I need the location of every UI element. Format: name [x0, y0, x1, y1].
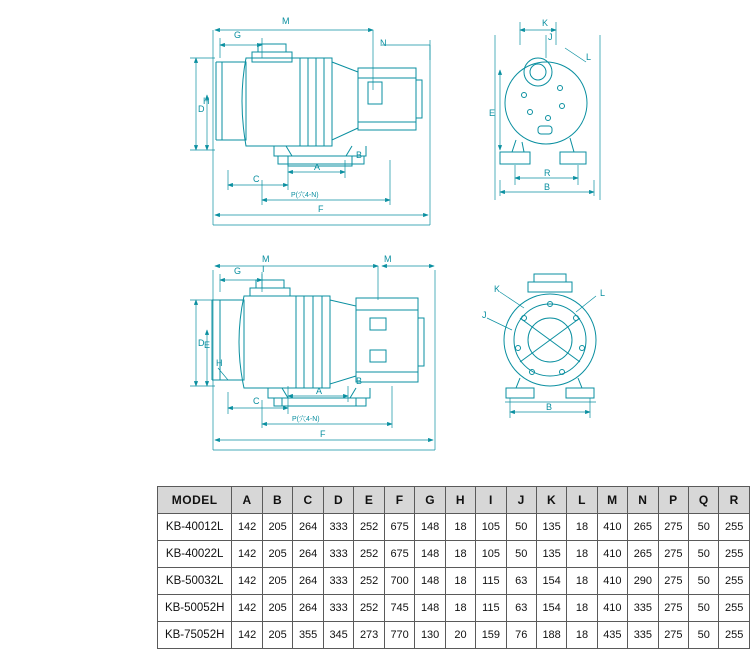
cell-J: 76: [506, 622, 536, 649]
cell-B: 205: [262, 568, 293, 595]
th-F: F: [384, 487, 415, 514]
cell-model: KB-75052H: [158, 622, 232, 649]
cell-H: 18: [445, 568, 475, 595]
cell-J: 63: [506, 595, 536, 622]
th-M: M: [597, 487, 628, 514]
th-J: J: [506, 487, 536, 514]
cell-P: 275: [658, 568, 689, 595]
label-J4: J: [482, 310, 487, 320]
label-G3: G: [234, 266, 242, 276]
cell-C: 264: [293, 595, 324, 622]
cell-F: 745: [384, 595, 415, 622]
cell-M: 410: [597, 514, 628, 541]
cell-M: 410: [597, 595, 628, 622]
th-L: L: [567, 487, 597, 514]
cell-R: 255: [719, 541, 750, 568]
cell-D: 345: [323, 622, 354, 649]
cell-L: 18: [567, 514, 597, 541]
th-D: D: [323, 487, 354, 514]
cell-H: 20: [445, 622, 475, 649]
th-E: E: [354, 487, 385, 514]
cell-K: 154: [536, 595, 567, 622]
th-H: H: [445, 487, 475, 514]
cell-E: 252: [354, 568, 385, 595]
table-header-row: [158, 487, 750, 514]
cell-E: 252: [354, 514, 385, 541]
cell-I: 115: [476, 595, 507, 622]
cell-R: 255: [719, 514, 750, 541]
cell-Q: 50: [689, 541, 719, 568]
cell-L: 18: [567, 568, 597, 595]
label-G: G: [234, 30, 242, 40]
label-N: N: [380, 38, 387, 48]
cell-A: 142: [232, 568, 263, 595]
label-R2: R: [544, 168, 551, 178]
cell-G: 148: [415, 595, 446, 622]
cell-F: 770: [384, 622, 415, 649]
cell-P: 275: [658, 541, 689, 568]
th-I: I: [476, 487, 507, 514]
th-Q: Q: [689, 487, 719, 514]
cell-I: 159: [476, 622, 507, 649]
cell-K: 135: [536, 541, 567, 568]
table-row: [158, 514, 750, 541]
label-C3: C: [253, 396, 260, 406]
cell-C: 264: [293, 514, 324, 541]
label-C: C: [253, 174, 260, 184]
cell-D: 333: [323, 514, 354, 541]
th-K: K: [536, 487, 567, 514]
label-E3: E: [204, 340, 211, 350]
cell-J: 50: [506, 514, 536, 541]
cell-Q: 50: [689, 595, 719, 622]
cell-B: 205: [262, 595, 293, 622]
label-A3: A: [316, 386, 323, 396]
th-B: B: [262, 487, 293, 514]
cell-model: KB-40012L: [158, 514, 232, 541]
cell-L: 18: [567, 541, 597, 568]
cell-G: 148: [415, 541, 446, 568]
label-K2: K: [542, 18, 549, 28]
cell-F: 675: [384, 541, 415, 568]
cell-E: 252: [354, 595, 385, 622]
cell-E: 252: [354, 541, 385, 568]
cell-L: 18: [567, 595, 597, 622]
label-K4: K: [494, 284, 501, 294]
cell-C: 355: [293, 622, 324, 649]
cell-J: 50: [506, 541, 536, 568]
cell-Q: 50: [689, 622, 719, 649]
cell-R: 255: [719, 568, 750, 595]
label-P-note: P(穴4-N): [291, 192, 319, 199]
cell-N: 335: [628, 595, 659, 622]
label-M4: M: [384, 254, 392, 264]
label-L4: L: [600, 288, 606, 298]
cell-F: 700: [384, 568, 415, 595]
label-F: F: [318, 204, 324, 214]
cell-C: 264: [293, 568, 324, 595]
cell-N: 335: [628, 622, 659, 649]
cell-H: 18: [445, 514, 475, 541]
cell-K: 188: [536, 622, 567, 649]
label-B: B: [356, 150, 363, 160]
th-P: P: [658, 487, 689, 514]
cell-C: 264: [293, 541, 324, 568]
th-N: N: [628, 487, 659, 514]
label-I3: I: [262, 264, 265, 274]
cell-A: 142: [232, 595, 263, 622]
table-row: [158, 541, 750, 568]
cell-B: 205: [262, 622, 293, 649]
table-row: [158, 622, 750, 649]
cell-K: 154: [536, 568, 567, 595]
cell-model: KB-50032L: [158, 568, 232, 595]
label-A: A: [314, 162, 321, 172]
cell-R: 255: [719, 595, 750, 622]
cell-model: KB-50052H: [158, 595, 232, 622]
cell-A: 142: [232, 541, 263, 568]
cell-R: 255: [719, 622, 750, 649]
cell-D: 333: [323, 568, 354, 595]
cell-A: 142: [232, 514, 263, 541]
cell-N: 290: [628, 568, 659, 595]
cell-N: 265: [628, 514, 659, 541]
cell-model: KB-40022L: [158, 541, 232, 568]
table-row: [158, 595, 750, 622]
dimension-table: [157, 486, 750, 649]
cell-G: 130: [415, 622, 446, 649]
label-M: M: [282, 16, 290, 26]
cell-Q: 50: [689, 514, 719, 541]
th-A: A: [232, 487, 263, 514]
th-model: MODEL: [158, 487, 232, 514]
label-D: D: [198, 104, 205, 114]
label-J2: J: [548, 32, 553, 42]
cell-Q: 50: [689, 568, 719, 595]
label-H3: H: [216, 358, 223, 368]
label-B4: B: [546, 402, 553, 412]
cell-M: 410: [597, 568, 628, 595]
label-M3: M: [262, 254, 270, 264]
cell-N: 265: [628, 541, 659, 568]
cell-M: 435: [597, 622, 628, 649]
cell-E: 273: [354, 622, 385, 649]
label-D3: D: [198, 338, 205, 348]
table-row: [158, 568, 750, 595]
cell-A: 142: [232, 622, 263, 649]
cell-H: 18: [445, 595, 475, 622]
cell-I: 105: [476, 541, 507, 568]
cell-P: 275: [658, 595, 689, 622]
cell-G: 148: [415, 514, 446, 541]
label-B2: B: [544, 182, 551, 192]
cell-I: 105: [476, 514, 507, 541]
cell-J: 63: [506, 568, 536, 595]
cell-L: 18: [567, 622, 597, 649]
cell-F: 675: [384, 514, 415, 541]
label-F3: F: [320, 429, 326, 439]
label-B3: B: [356, 376, 363, 386]
cell-H: 18: [445, 541, 475, 568]
label-P-note-2: P(穴4-N): [292, 416, 320, 423]
cell-I: 115: [476, 568, 507, 595]
cell-P: 275: [658, 514, 689, 541]
cell-P: 275: [658, 622, 689, 649]
label-H: H: [203, 96, 210, 106]
th-R: R: [719, 487, 750, 514]
cell-B: 205: [262, 541, 293, 568]
cell-D: 333: [323, 541, 354, 568]
label-L2: L: [586, 52, 592, 62]
cell-M: 410: [597, 541, 628, 568]
cell-G: 148: [415, 568, 446, 595]
th-G: G: [415, 487, 446, 514]
cell-K: 135: [536, 514, 567, 541]
label-E2: E: [489, 108, 496, 118]
cell-D: 333: [323, 595, 354, 622]
cell-B: 205: [262, 514, 293, 541]
th-C: C: [293, 487, 324, 514]
